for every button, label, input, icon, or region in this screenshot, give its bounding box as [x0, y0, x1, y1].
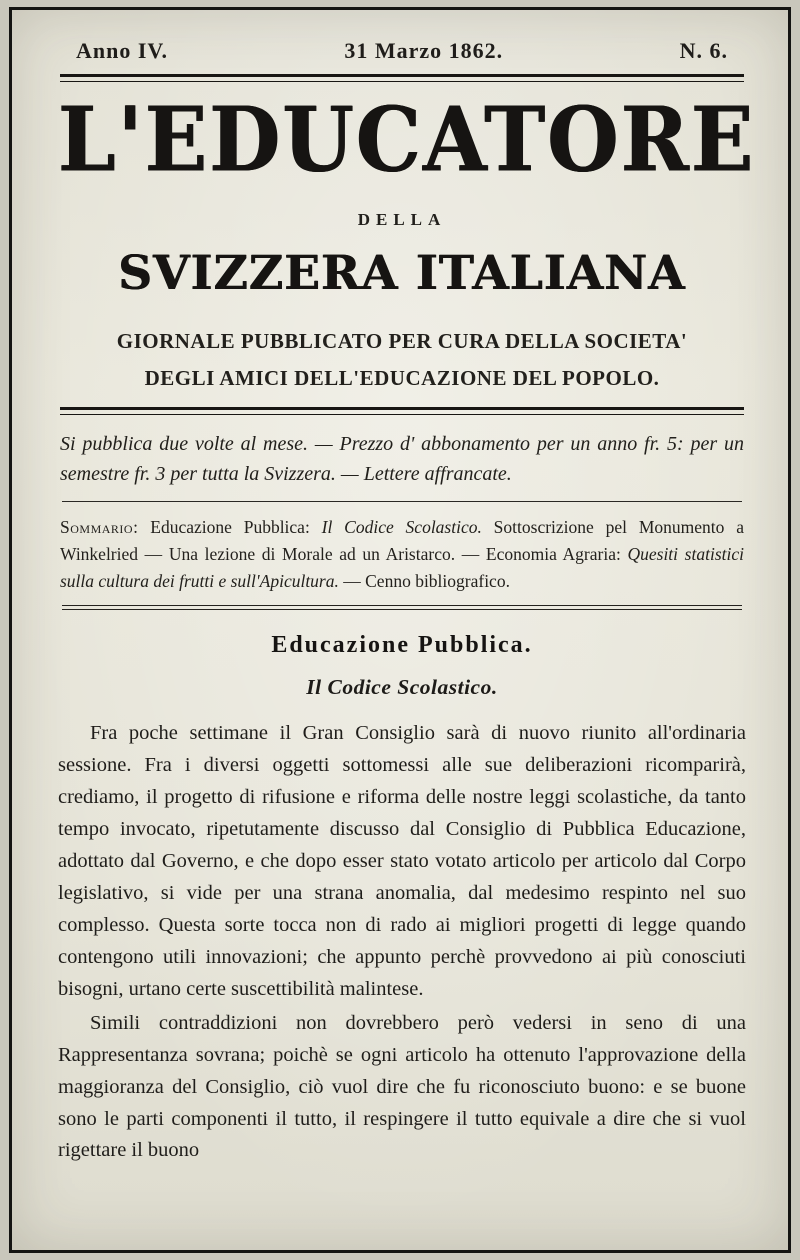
masthead-rule	[60, 407, 744, 415]
sommario-label: Sommario:	[60, 516, 139, 537]
issue-number: N. 6.	[679, 38, 728, 63]
article-body	[58, 718, 746, 1168]
article-paragraph: Fra poche settimane il Gran Consiglio sarà di nuovo riunito all'ordinaria sessione. Fra i diversi oggetti sottomessi alle sue deliberazioni ricomparirà, crediamo, il progetto di rifusione e riforma delle nostre leggi scolastiche, da tanto tempo invocato, ripetutamente discusso dal Consiglio di Pubblica Educazione, adottato dal Governo, e che dopo esser stato votato articolo per articolo dal Corpo legislativo, si vide per una strana anomalia, dal medesimo respinto nel suo complesso. Questa sorte tocca non di rado ai migliori progetti di legge quando contengono utili innovazioni; che appunto perchè provvedono ai più conosciuti bisogni, urtano certe suscettibilità malintese.	[58, 721, 746, 1000]
sommario-seg-1: Educazione Pubblica:	[138, 516, 322, 537]
article-paragraph: Simili contraddizioni non dovrebbero però vedersi in seno di una Rappresentanza sovrana; poichè se ogni articolo ha ottenuto l'approvazione della maggioranza del Consiglio, ciò vuol dire che fu riconosciuto buono: e se buone sono le parti componenti il tutto, il respingere il tutto equivale a dire che si vuol rigettare il buono	[58, 1011, 746, 1162]
section-title: Educazione Pubblica.	[271, 631, 533, 658]
sommario-seg-4: Quesiti statistici sulla cultura dei frutti e sull'Apicultura.	[60, 543, 744, 591]
issue-date: 31 Marzo 1862.	[344, 38, 504, 63]
sommario	[60, 514, 744, 595]
publisher-line-2: DEGLI AMICI DELL'EDUCAZIONE DEL POPOLO.	[144, 365, 660, 390]
article-title: Il Codice Scolastico.	[306, 674, 498, 699]
publisher-line-1: GIORNALE PUBBLICATO PER CURA DELLA SOCIETA'	[116, 329, 688, 353]
notice-rule	[62, 501, 742, 502]
masthead-subtitle: SVIZZERA ITALIANA	[118, 246, 686, 301]
sommario-seg-2: Il Codice Scolastico.	[321, 516, 482, 537]
header-rule	[60, 74, 744, 82]
publisher-lines	[58, 323, 746, 397]
issue-info-row	[58, 38, 746, 64]
sommario-seg-5: — Cenno bibliografico.	[338, 570, 510, 591]
issue-anno: Anno IV.	[76, 38, 168, 63]
masthead-title: L'EDUCATORE	[58, 88, 756, 193]
subscription-notice: Si pubblica due volte al mese. — Prezzo d' abbonamento per un anno fr. 5: per un semestre fr. 3 per tutta la Svizzera. — Lettere affrancate.	[60, 432, 744, 485]
newspaper-page	[9, 7, 791, 1253]
sommario-seg-3: Sottoscrizione pel Monumento a Winkelried — Una lezione di Morale ad un Aristarco. — Economia Agraria:	[60, 516, 744, 564]
masthead-della: DELLA	[357, 210, 447, 229]
sommario-rule	[62, 605, 742, 610]
